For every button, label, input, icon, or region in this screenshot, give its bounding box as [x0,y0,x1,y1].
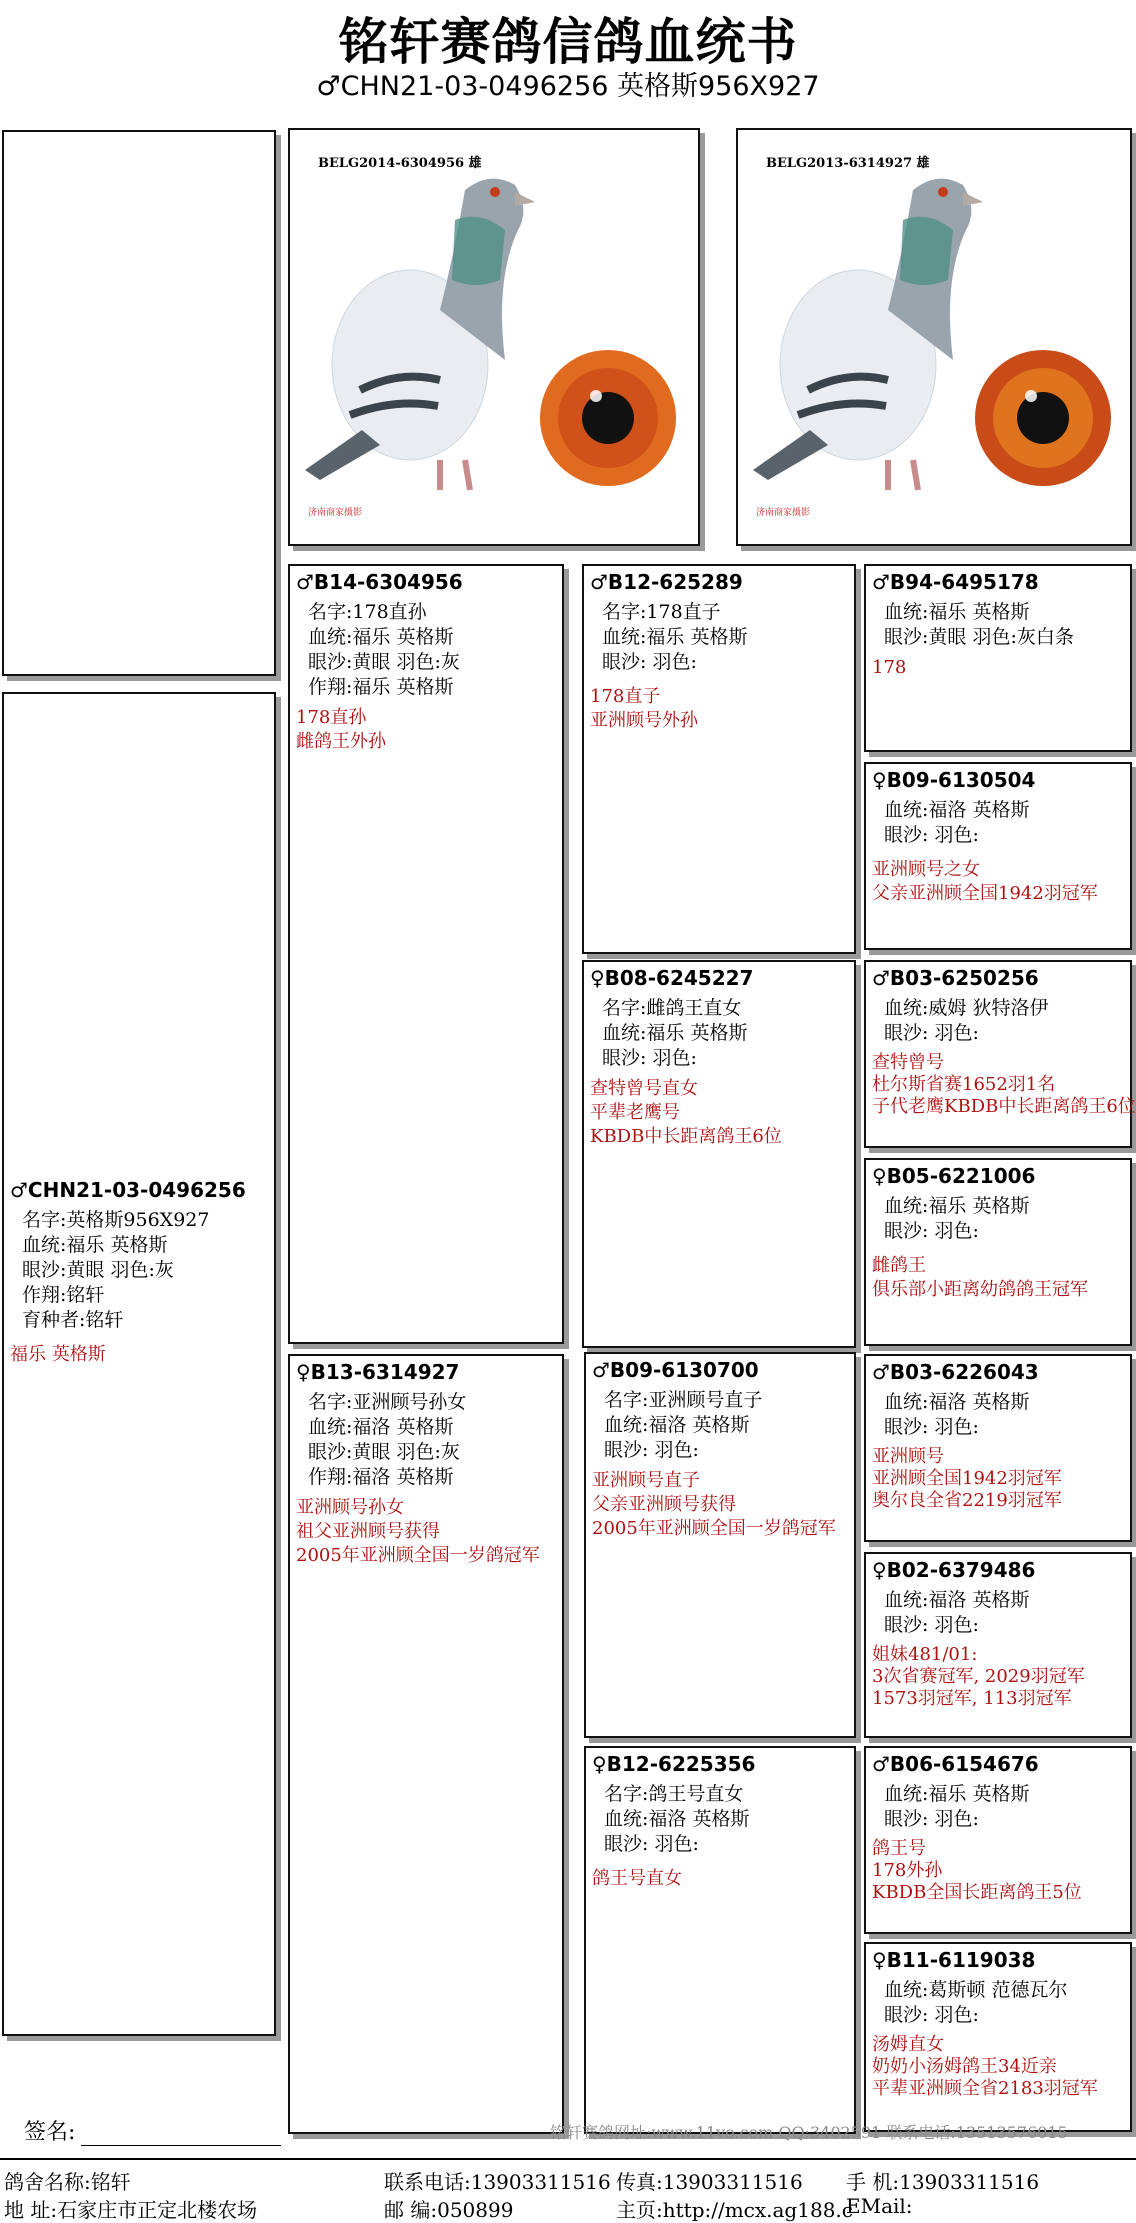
subject-notes [10,1343,274,1367]
grandparent-name: 名字:亚洲顾号直子 [604,1389,763,1411]
great-grandparent-card [864,1552,1132,1738]
dam-notes [296,1496,562,1568]
grandparent-bloodline: 血统:福洛 英格斯 [604,1414,750,1436]
sire-name: 名字:178直孙 [308,601,427,623]
dam-ring: ♀B13-6314927 [296,1360,460,1384]
grandparent-note: 亚洲顾号外孙 [590,710,698,731]
ggp-note: 鸽王号 [872,1838,926,1859]
ggp-note: 俱乐部小距离幼鸽鸽王冠军 [872,1279,1088,1300]
grandparent-note: 178直子 [590,686,661,707]
great-grandparent-card [864,1942,1132,2132]
ggp-bloodline: 血统:威姆 狄特洛伊 [884,997,1049,1019]
grandparent-eye-color: 眼沙: 羽色: [604,1439,699,1461]
subject-breeder: 育种者:铭轩 [22,1309,124,1331]
ggp-note: 亚洲顾号 [872,1446,944,1467]
address: 地 址:石家庄市正定北楼农场 [4,2198,258,2222]
grandparent-notes [590,1077,854,1149]
ggp-eye-color: 眼沙: 羽色: [884,824,979,846]
sire-card [288,564,564,1344]
great-grandparent-ring: ♂B03-6250256 [872,966,1039,990]
grandparent-ring: ♂B09-6130700 [592,1358,759,1382]
fax: 传真:13903311516 [616,2170,803,2194]
postcode: 邮 编:050899 [384,2198,514,2222]
ggp-note: 1573羽冠军, 113羽冠军 [872,1688,1072,1709]
signature-field [24,2115,281,2146]
great-grandparent-card [864,1158,1132,1346]
signature-line [81,2123,281,2146]
subject-name: 名字:英格斯956X927 [22,1209,210,1231]
grandsire-paternal-card [582,564,856,954]
grandparent-note: 平辈老鹰号 [590,1102,680,1123]
sire-flyer: 作翔:福乐 英格斯 [308,676,454,698]
great-grandparent-ring: ♀B02-6379486 [872,1558,1036,1582]
great-grandparent-card [864,960,1136,1148]
ggp-note: 查特曾号 [872,1052,944,1073]
sire-ring: ♂B14-6304956 [296,570,463,594]
ggp-bloodline: 血统:福乐 英格斯 [884,1195,1030,1217]
grandparent-eye-color: 眼沙: 羽色: [602,1047,697,1069]
ggp-note: 平辈亚洲顾全省2183羽冠军 [872,2078,1098,2099]
ggp-note: KBDB全国长距离鸽王5位 [872,1882,1082,1903]
ggp-note: 亚洲顾号之女 [872,859,980,880]
dam-note: 亚洲顾号孙女 [296,1497,404,1518]
ggp-bloodline: 血统:福洛 英格斯 [884,1391,1030,1413]
dam-name: 名字:亚洲顾号孙女 [308,1391,467,1413]
ggp-eye-color: 眼沙:黄眼 羽色:灰白条 [884,626,1074,648]
ggp-bloodline: 血统:福乐 英格斯 [884,601,1030,623]
page-title: 铭轩赛鸽信鸽血统书 [338,12,798,71]
grandparent-ring: ♀B12-6225356 [592,1752,756,1776]
subject-ring: ♂CHN21-03-0496256 [10,1178,246,1202]
ggp-note: 杜尔斯省赛1652羽1名 [872,1074,1056,1095]
ggp-note: 奥尔良全省2219羽冠军 [872,1490,1062,1511]
pigeon-eye-image [738,130,1130,544]
granddam-maternal-card [584,1746,856,2134]
sire-photo-caption: BELG2014-6304956 雄 [318,156,482,171]
great-grandparent-card [864,762,1132,950]
ggp-note: 亚洲顾全国1942羽冠军 [872,1468,1062,1489]
ggp-eye-color: 眼沙: 羽色: [884,1220,979,1242]
grandparent-notes [590,685,854,733]
ggp-note: 父亲亚洲顾全国1942羽冠军 [872,883,1098,904]
grandparent-notes [592,1469,854,1541]
footer-divider [0,2158,1136,2160]
ggp-eye-color: 眼沙: 羽色: [884,2004,979,2026]
dam-bloodline: 血统:福洛 英格斯 [308,1416,454,1438]
sire-notes [296,706,562,754]
great-grandparent-ring: ♂B06-6154676 [872,1752,1039,1776]
studio-logo: 济南商家摄影 [308,508,363,518]
grandparent-note: 2005年亚洲顾全国一岁鸽冠军 [592,1518,836,1539]
dam-photo-caption: BELG2013-6314927 雄 [766,156,930,171]
ggp-note: 雌鸽王 [872,1255,926,1276]
great-grandparent-ring: ♂B03-6226043 [872,1360,1039,1384]
granddam-paternal-card [582,960,856,1348]
grandparent-notes [592,1867,854,1891]
grandparent-note: 鸽王号直女 [592,1868,682,1889]
dam-eye-color: 眼沙:黄眼 羽色:灰 [308,1441,460,1463]
grandparent-eye-color: 眼沙: 羽色: [604,1833,699,1855]
ggp-note: 姐妹481/01: [872,1644,978,1665]
grandparent-eye-color: 眼沙: 羽色: [602,651,697,673]
great-grandparent-ring: ♂B94-6495178 [872,570,1039,594]
contact-phone: 联系电话:13903311516 [384,2170,611,2194]
subject-card [2,692,276,2036]
sire-note: 178直孙 [296,707,367,728]
great-grandparent-card [864,564,1132,752]
great-grandparent-card [864,1354,1132,1542]
ggp-bloodline: 血统:葛斯顿 范德瓦尔 [884,1979,1068,2001]
sire-eye-color: 眼沙:黄眼 羽色:灰 [308,651,460,673]
grandparent-bloodline: 血统:福乐 英格斯 [602,626,748,648]
dam-photo [736,128,1132,546]
ggp-note: 178外孙 [872,1860,943,1881]
mobile: 手 机:13903311516 [846,2170,1040,2194]
grandparent-ring: ♀B08-6245227 [590,966,754,990]
great-grandparent-ring: ♀B09-6130504 [872,768,1036,792]
email-label: EMail: [846,2194,913,2218]
ggp-note: 奶奶小汤姆鸽王34近亲 [872,2056,1057,2077]
signature-label: 签名: [24,2120,76,2145]
grandparent-name: 名字:178直子 [602,601,721,623]
grandparent-note: 亚洲顾号直子 [592,1470,700,1491]
grandparent-note: 查特曾号直女 [590,1078,698,1099]
grandparent-note: KBDB中长距离鸽王6位 [590,1126,782,1147]
sire-note: 雌鸽王外孙 [296,731,386,752]
ggp-eye-color: 眼沙: 羽色: [884,1416,979,1438]
studio-logo: 济南商家摄影 [756,508,811,518]
pigeon-eye-image [290,130,698,544]
grandparent-bloodline: 血统:福洛 英格斯 [604,1808,750,1830]
ggp-bloodline: 血统:福洛 英格斯 [884,1589,1030,1611]
grandparent-ring: ♂B12-625289 [590,570,743,594]
subject-eye-color: 眼沙:黄眼 羽色:灰 [22,1259,174,1281]
ggp-note: 子代老鹰KBDB中长距离鸽王6位 [872,1096,1136,1117]
ggp-note: 汤姆直女 [872,2034,944,2055]
dam-note: 祖父亚洲顾号获得 [296,1521,440,1542]
subject-subtitle: ♂CHN21-03-0496256 英格斯956X927 [316,71,820,102]
ggp-bloodline: 血统:福乐 英格斯 [884,1783,1030,1805]
sire-bloodline: 血统:福乐 英格斯 [308,626,454,648]
subject-bloodline: 血统:福乐 英格斯 [22,1234,168,1256]
ggp-eye-color: 眼沙: 羽色: [884,1022,979,1044]
sire-photo [288,128,700,546]
grandparent-name: 名字:雌鸽王直女 [602,997,742,1019]
great-grandparent-ring: ♀B11-6119038 [872,1948,1036,1972]
watermark: 铭轩赛鸽网址:www.11vo.com QQ:3402591 联系电话:13513576015 [550,2123,1068,2142]
great-grandparent-ring: ♀B05-6221006 [872,1164,1036,1188]
ggp-note: 3次省赛冠军, 2029羽冠军 [872,1666,1085,1687]
great-grandparent-card [864,1746,1132,1934]
homepage-link[interactable]: 主页:http://mcx.ag188.c [616,2198,853,2222]
dam-note: 2005年亚洲顾全国一岁鸽冠军 [296,1545,540,1566]
ggp-eye-color: 眼沙: 羽色: [884,1614,979,1636]
ggp-eye-color: 眼沙: 羽色: [884,1808,979,1830]
grandparent-note: 父亲亚洲顾号获得 [592,1494,736,1515]
ggp-note: 178 [872,657,907,678]
grandparent-name: 名字:鸽王号直女 [604,1783,744,1805]
dam-card [288,1354,564,2134]
subject-photo-box [2,130,276,676]
grandsire-maternal-card [584,1352,856,1738]
ggp-bloodline: 血统:福洛 英格斯 [884,799,1030,821]
subject-flyer: 作翔:铭轩 [22,1284,105,1306]
grandparent-bloodline: 血统:福乐 英格斯 [602,1022,748,1044]
loft-name: 鸽舍名称:铭轩 [4,2170,131,2194]
dam-flyer: 作翔:福洛 英格斯 [308,1466,454,1488]
subject-note: 福乐 英格斯 [10,1344,106,1365]
